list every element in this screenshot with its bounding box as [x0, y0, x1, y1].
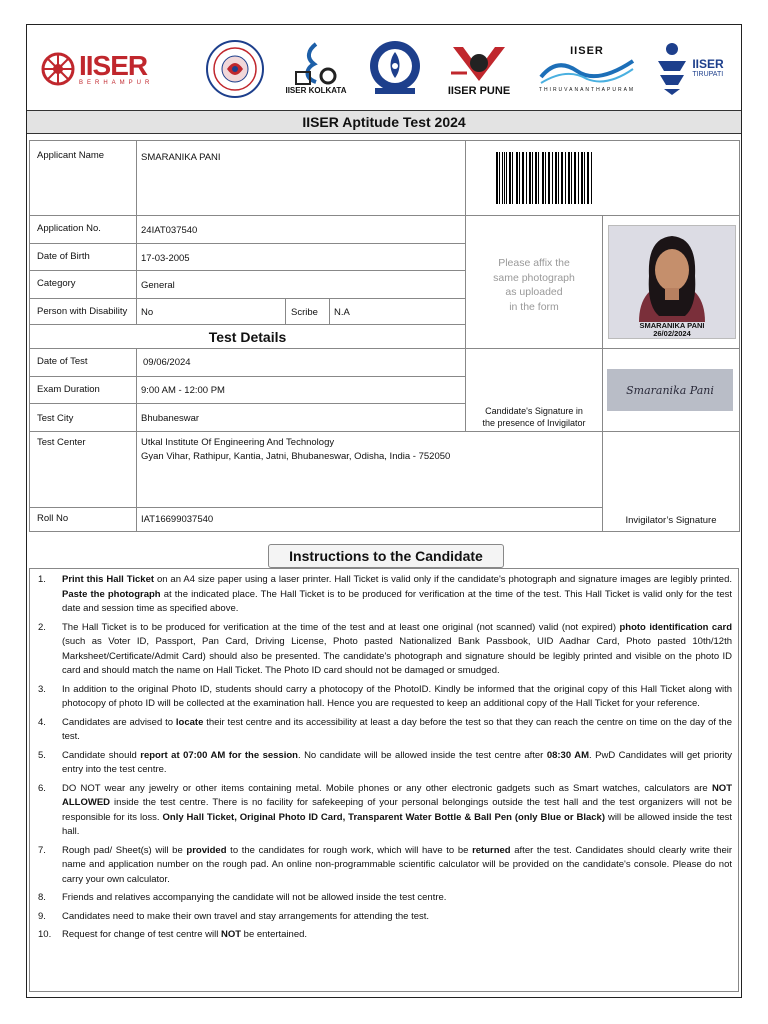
uploaded-signature [607, 369, 733, 411]
instruction-plain-text: will be allowed inside the test hall. [62, 811, 733, 837]
applicant-name-label: Applicant Name [37, 150, 105, 161]
instruction-number: 1. [38, 574, 46, 585]
instruction-plain-text: Candidates are advised to [62, 716, 176, 728]
instruction-plain-text: . PwD Candidates will get priority entry into the test centre. [62, 749, 733, 775]
affix-line-4: in the form [509, 300, 559, 313]
instruction-number: 10. [38, 929, 52, 940]
roll-no-label: Roll No [37, 513, 69, 524]
tvm-logo-text: IISER [570, 45, 604, 57]
instruction-item [36, 621, 732, 679]
photo-caption-date: 26/02/2024 [653, 329, 691, 338]
bhopal-seal-icon [205, 39, 265, 99]
instruction-text [62, 929, 307, 940]
instruction-item [36, 749, 732, 778]
instruction-bold-text: Paste the photograph [62, 588, 161, 600]
instruction-bold-text: provided [186, 844, 227, 856]
kolkata-logo-text: IISER KOLKATA [285, 85, 347, 95]
instruction-text [62, 783, 732, 838]
application-no-label: Application No. [37, 223, 101, 234]
instruction-plain-text: The Hall Ticket is to be produced for verification at the time of the test and at least one original (not scanned) valid (not expired) [62, 621, 620, 633]
kolkata-emblem-icon [290, 42, 342, 86]
cand-sign-line-2: the presence of Invigilator [482, 417, 586, 428]
cand-sign-line-1: Candidate's Signature in [485, 406, 583, 416]
instruction-item [36, 683, 732, 712]
instructions-title: Instructions to the Candidate [268, 544, 504, 568]
candidate-photo [608, 225, 736, 339]
tirupati-logo-text: IISER [692, 56, 724, 71]
instruction-item [36, 716, 732, 745]
candidate-signature-caption [466, 406, 602, 429]
instruction-number: 4. [38, 716, 46, 728]
photo-caption-name: SMARANIKA PANI [639, 321, 705, 330]
instruction-number: 6. [38, 782, 46, 794]
instruction-plain-text: their test centre and its accessibility at least a day before the test so that they can reach the centre on time on the day of the test. [62, 716, 732, 742]
instruction-text [62, 717, 732, 743]
roll-no-value: IAT16699037540 [141, 514, 214, 525]
instruction-number: 5. [38, 749, 46, 761]
instruction-plain-text: Rough pad/ Sheet(s) will be [62, 844, 187, 856]
instruction-plain-text: on an A4 size paper using a laser printer. Hall Ticket is valid only if the candidate's photograph and signature images are legibly printed. [154, 574, 732, 585]
instruction-plain-text: Candidate should [62, 749, 141, 761]
test-center-line-2: Gyan Vihar, Rathipur, Kantia, Jatni, Bhubaneswar, Odisha, India - 752050 [141, 451, 451, 462]
affix-line-3: as uploaded [505, 286, 563, 298]
instruction-item [36, 573, 732, 617]
wheel-icon [41, 52, 75, 86]
category-value: General [141, 280, 175, 291]
iiser-berhampur-logo [41, 47, 183, 91]
instruction-bold-text: Print this Hall Ticket [62, 574, 155, 585]
application-no-value: 24IAT037540 [141, 225, 198, 236]
pune-emblem-icon [447, 43, 511, 85]
instruction-plain-text: Candidates need to make their own travel and stay arrangements for attending the test. [62, 910, 430, 922]
exam-duration-label: Exam Duration [37, 384, 100, 395]
instruction-number: 9. [38, 910, 46, 922]
instruction-plain-text: . No candidate will be allowed inside the test centre after [297, 749, 547, 761]
instruction-number: 8. [38, 892, 46, 903]
page-title: IISER Aptitude Test 2024 [27, 110, 741, 134]
instruction-text [62, 845, 732, 885]
instruction-bold-text: photo identification card [619, 621, 732, 633]
iiser-mohali-logo [363, 37, 427, 99]
affix-line-1: Please affix the [498, 257, 570, 269]
barcode [496, 152, 594, 204]
scribe-value: N.A [334, 307, 350, 318]
instruction-text [62, 892, 446, 903]
instruction-plain-text: inside the test centre. There is no facility for safekeeping of your personal belongings outside the test hall and the test organizers will not be responsible for its loss. [62, 797, 732, 823]
instruction-item [36, 782, 732, 840]
instruction-plain-text: Friends and relatives accompanying the candidate will not be allowed inside the test centre. [62, 892, 447, 903]
instruction-plain-text: DO NOT wear any jewelry or other items containing metal. Mobile phones or any other electronic gadgets such as Smart watches, calculators are [62, 782, 712, 794]
instruction-text [62, 574, 732, 614]
iiser-pune-logo [441, 39, 517, 101]
test-city-value: Bhubaneswar [141, 413, 200, 424]
tirupati-emblem-icon [654, 41, 690, 95]
category-label: Category [37, 278, 76, 289]
test-details-heading: Test Details [208, 329, 287, 345]
instruction-number: 2. [38, 621, 46, 633]
instruction-number: 7. [38, 844, 46, 856]
instruction-item [36, 910, 732, 925]
date-of-test-label: Date of Test [37, 356, 88, 367]
instruction-bold-text: returned [472, 844, 511, 856]
pwd-value-cell [136, 298, 286, 325]
affix-line-2: same photograph [493, 271, 575, 284]
invigilator-signature-caption: Invigilator’s Signature [625, 515, 717, 526]
iiser-tirupati-logo [651, 39, 727, 97]
institute-logos [27, 25, 741, 109]
test-center-line-1: Utkal Institute Of Engineering And Technology [141, 437, 335, 448]
iiser-kolkata-logo [283, 37, 349, 99]
instruction-item [36, 891, 732, 906]
tvm-wave-icon [537, 57, 637, 87]
iiser-bhopal-logo [203, 39, 267, 99]
tvm-logo-sub: THIRUVANANTHAPURAM [538, 87, 636, 93]
instruction-bold-text: NOT ALLOWED [62, 782, 732, 808]
instruction-plain-text: at the indicated place. The Hall Ticket is to be produced for verification at the time of the test. This Hall Ticket is valid only for the test date and session time as specified above. [62, 588, 732, 614]
instruction-item [36, 844, 732, 888]
instruction-text [62, 750, 732, 776]
instruction-bold-text: Only Hall Ticket, Original Photo ID Card, Transparent Water Bottle & Ball Pen (only Blue or Black) [162, 811, 606, 823]
dob-value: 17-03-2005 [141, 253, 190, 264]
instruction-plain-text: (such as Voter ID, Passport, Pan Card, Driving License, Photo pasted Nationalized Bank Passbook, UID Aadhar Card, Photo pasted 10th/12th Marksheet/Certificate/Admit Card) should also be presented. The candidate's photograph and signature should be legibly printed and visible on the photo ID card and should match the name on Hall Ticket. The Photo ID card should not be damaged or smudged. [62, 636, 732, 676]
instruction-plain-text: to the candidates for rough work, which will have to be [226, 844, 473, 856]
berhampur-logo-sub: BERHAMPUR [79, 80, 154, 86]
instruction-text [62, 911, 429, 922]
exam-duration-value: 9:00 AM - 12:00 PM [141, 385, 225, 396]
applicant-name-value: SMARANIKA PANI [141, 152, 221, 163]
date-of-test-value: 09/06/2024 [143, 357, 191, 368]
scribe-label: Scribe [291, 307, 318, 318]
instruction-plain-text: be entertained. [241, 929, 308, 940]
category-value-cell [136, 270, 466, 299]
pune-logo-text: IISER PUNE [447, 85, 511, 97]
instruction-bold-text: NOT [220, 929, 242, 940]
instructions-list [36, 573, 732, 947]
instruction-text [62, 622, 732, 677]
instruction-item [36, 928, 732, 943]
affix-photo-note [468, 256, 600, 314]
instruction-number: 3. [38, 683, 46, 695]
instruction-bold-text: report at 07:00 AM for the session [140, 749, 298, 761]
instruction-text [62, 684, 732, 710]
tirupati-logo-sub: TIRUPATI [692, 70, 724, 78]
mohali-seal-icon [367, 40, 423, 96]
instruction-plain-text: In addition to the original Photo ID, students should carry a photocopy of the PhotoID. Kindly be informed that the original copy of this Hall Ticket along with photocopy of photo ID will be collected at the examination hall. Hence you are requested to keep an additional copy of the Hall Ticket for your reference. [62, 683, 732, 709]
test-center-label: Test Center [37, 437, 86, 448]
instruction-plain-text: Request for change of test centre will [62, 929, 221, 940]
test-city-label: Test City [37, 413, 74, 424]
berhampur-logo-text: IISER [79, 50, 148, 81]
instruction-bold-text: 08:30 AM [546, 749, 590, 761]
instruction-plain-text: after the test. Candidates should clearly write their name and application number on the rough pad. An online non-programmable scientific calculator will be provided on the candidate's console. Please do not carry your own calculator. [62, 844, 733, 885]
iiser-tvm-logo [531, 39, 643, 99]
pwd-value: No [141, 307, 154, 318]
pwd-label: Person with Disability [37, 306, 128, 317]
instruction-bold-text: locate [175, 716, 204, 728]
signature-text: Smaranika Pani [626, 383, 714, 397]
dob-label: Date of Birth [37, 251, 90, 262]
